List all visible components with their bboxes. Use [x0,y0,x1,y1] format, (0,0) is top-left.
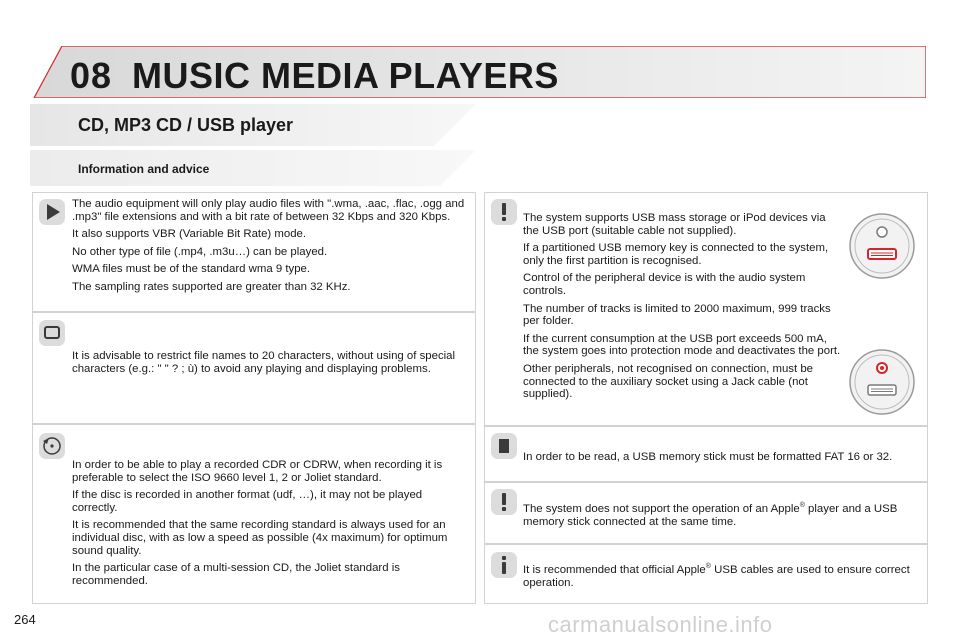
section-title: CD, MP3 CD / USB player [78,115,294,135]
paragraph: The audio equipment will only play audio files with ".wma, .aac, .flac, .ogg and .mp3" file extensions and with a bit rate of between 32 Kbps and 320 Kbps. [72,198,465,223]
file-names-text [72,350,470,380]
paragraph: No other type of file (.mp4, .m3u…) can be played. [72,245,328,258]
text-part: It is recommended that official Apple [523,564,706,576]
file-formats-text [72,198,470,299]
text-part: USB cables are used to ensure correct operation. [523,564,910,589]
aux-socket-illustration [848,348,916,416]
paragraph: In order to be able to play a recorded CDR or CDRW, when recording it is preferable to select the ISO 9660 level 1, 2 or Joliet standard. [72,459,443,484]
chapter-number: 08 [70,55,113,96]
paragraph: It also supports VBR (Variable Bit Rate) mode. [72,228,307,241]
registered-mark: ® [705,563,711,571]
paragraph: The number of tracks is limited to 2000 maximum, 999 tracks per folder. [523,302,831,328]
subsection-title: Information and advice [78,162,210,176]
warning-exclamation-icon [490,198,518,226]
disc-recording-icon [38,432,66,460]
chapter-title: MUSIC MEDIA PLAYERS [132,55,559,96]
paragraph: It is advisable to restrict file names to 20 characters, without using of special characters (e.g.: " " ? ; ù) to avoid any playing and displaying problems. [72,350,456,375]
paragraph [523,503,921,528]
paragraph [523,564,921,589]
paragraph: If the disc is recorded in another format (udf, …), it may not be played correctly. [72,489,423,514]
usb-support-text [523,212,841,406]
paragraph: Control of the peripheral device is with the audio system controls. [523,272,806,297]
paragraph: If the current consumption at the USB port exceeds 500 mA, the system goes into protection mode and deactivates the port. [523,332,841,358]
fat-format-text [523,451,923,469]
info-i-icon [490,551,518,579]
apple-usb-text [523,503,921,533]
watermark: carmanualsonline.info [548,612,773,637]
cd-recording-text [72,459,470,592]
paragraph: It is recommended that the same recording standard is always used for an individual disc, with as low a speed as possible (4x maximum) for optimum sound quality. [72,519,448,557]
screen-icon [38,319,66,347]
paragraph: The sampling rates supported are greater than 32 KHz. [72,280,351,293]
registered-mark: ® [799,502,805,510]
note-square-icon [490,432,518,460]
paragraph: In the particular case of a multi-session CD, the Joliet standard is recommended. [72,562,400,587]
paragraph: If a partitioned USB memory key is connected to the system, only the first partition is recognised. [523,242,829,267]
usb-port-illustration [848,212,916,280]
text-part: The system does not support the operation of an Apple [523,503,800,515]
paragraph: Other peripherals, not recognised on connection, must be connected to the auxiliary socket using a Jack cable (not supplied). [523,362,813,401]
play-triangle-icon [38,198,66,226]
page-number: 264 [14,612,36,627]
paragraph: The system supports USB mass storage or iPod devices via the USB port (suitable cable not supplied). [523,212,826,237]
paragraph: WMA files must be of the standard wma 9 type. [72,263,311,276]
paragraph: In order to be read, a USB memory stick must be formatted FAT 16 or 32. [523,451,893,463]
apple-cables-text [523,564,921,594]
text-part: player and a USB memory stick connected at the same time. [523,503,898,528]
warning-exclamation-icon [490,488,518,516]
